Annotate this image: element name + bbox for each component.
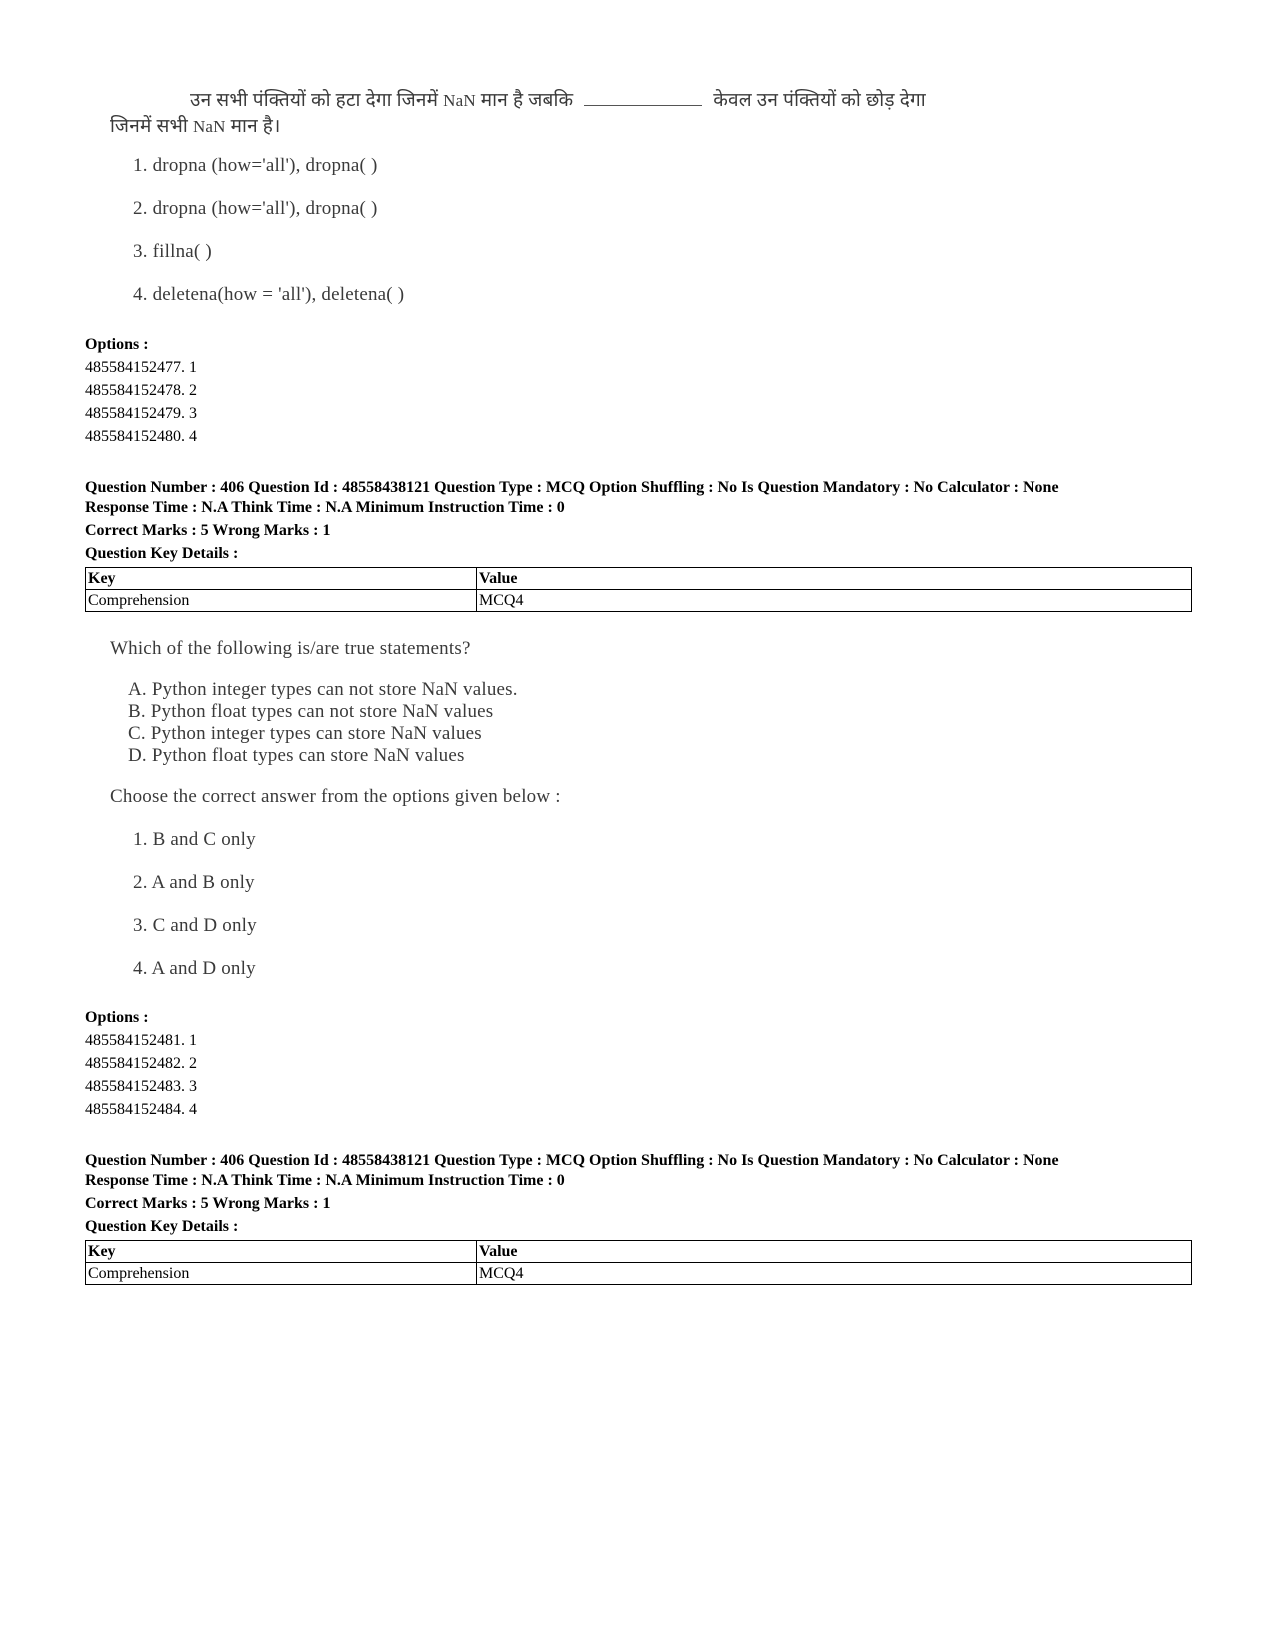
table-row bbox=[86, 590, 1192, 612]
option-item: 485584152483. 3 bbox=[85, 1078, 197, 1095]
meta-line: Correct Marks : 5 Wrong Marks : 1 bbox=[85, 1195, 331, 1212]
q2-choice: 3. C and D only bbox=[133, 915, 257, 936]
key-cell: Comprehension bbox=[86, 590, 477, 612]
key-header: Key bbox=[86, 568, 477, 590]
q2-statement: A. Python integer types can not store NaN values. bbox=[128, 679, 518, 700]
option-item: 485584152482. 2 bbox=[85, 1055, 197, 1072]
q1-choice: 2. dropna (how='all'), dropna( ) bbox=[133, 198, 378, 219]
option-item: 485584152481. 1 bbox=[85, 1032, 197, 1049]
options-block-1 bbox=[85, 333, 197, 448]
q2-statement: C. Python integer types can store NaN values bbox=[128, 723, 482, 744]
q1-text-line-1: उन सभी पंक्तियों को हटा देगा जिनमें NaN मान है जबकि केवल उन पंक्तियों को छोड़ देगा bbox=[190, 86, 926, 112]
q2-question: Which of the following is/are true statements? bbox=[110, 638, 471, 659]
q1-choice: 3. fillna( ) bbox=[133, 241, 212, 262]
q1-choice: 1. dropna (how='all'), dropna( ) bbox=[133, 155, 378, 176]
options-label: Options : bbox=[85, 336, 149, 353]
fill-in-blank bbox=[584, 87, 702, 106]
option-item: 485584152477. 1 bbox=[85, 359, 197, 376]
q1-choice: 4. deletena(how = 'all'), deletena( ) bbox=[133, 284, 405, 305]
meta-line: Question Key Details : bbox=[85, 545, 239, 562]
table-header-row bbox=[86, 568, 1192, 590]
value-header: Value bbox=[477, 568, 1192, 590]
key-cell: Comprehension bbox=[86, 1263, 477, 1285]
meta-line: Response Time : N.A Think Time : N.A Minimum Instruction Time : 0 bbox=[85, 499, 565, 516]
question-meta-1 bbox=[85, 478, 1059, 564]
value-cell: MCQ4 bbox=[477, 1263, 1192, 1285]
question-key-table-1 bbox=[85, 567, 1192, 612]
q1-text-line-2: जिनमें सभी NaN मान है। bbox=[110, 116, 281, 137]
table-header-row bbox=[86, 1241, 1192, 1263]
meta-line: Question Number : 406 Question Id : 48558438121 Question Type : MCQ Option Shuffling : No Is Question Mandatory : No Calculator : None bbox=[85, 1152, 1059, 1169]
meta-line: Response Time : N.A Think Time : N.A Minimum Instruction Time : 0 bbox=[85, 1172, 565, 1189]
q2-choice: 4. A and D only bbox=[133, 958, 256, 979]
value-cell: MCQ4 bbox=[477, 590, 1192, 612]
option-item: 485584152484. 4 bbox=[85, 1101, 197, 1118]
option-item: 485584152479. 3 bbox=[85, 405, 197, 422]
options-label: Options : bbox=[85, 1009, 149, 1026]
q2-instruction: Choose the correct answer from the options given below : bbox=[110, 786, 561, 807]
meta-line: Correct Marks : 5 Wrong Marks : 1 bbox=[85, 522, 331, 539]
meta-line: Question Key Details : bbox=[85, 1218, 239, 1235]
key-header: Key bbox=[86, 1241, 477, 1263]
table-row bbox=[86, 1263, 1192, 1285]
value-header: Value bbox=[477, 1241, 1192, 1263]
q2-statement: D. Python float types can store NaN values bbox=[128, 745, 465, 766]
options-block-2 bbox=[85, 1006, 197, 1121]
option-item: 485584152478. 2 bbox=[85, 382, 197, 399]
question-key-table-2 bbox=[85, 1240, 1192, 1285]
option-item: 485584152480. 4 bbox=[85, 428, 197, 445]
q2-choice: 2. A and B only bbox=[133, 872, 255, 893]
question-meta-2 bbox=[85, 1151, 1059, 1237]
q2-choice: 1. B and C only bbox=[133, 829, 256, 850]
meta-line: Question Number : 406 Question Id : 48558438121 Question Type : MCQ Option Shuffling : No Is Question Mandatory : No Calculator : None bbox=[85, 479, 1059, 496]
q2-statement: B. Python float types can not store NaN values bbox=[128, 701, 494, 722]
